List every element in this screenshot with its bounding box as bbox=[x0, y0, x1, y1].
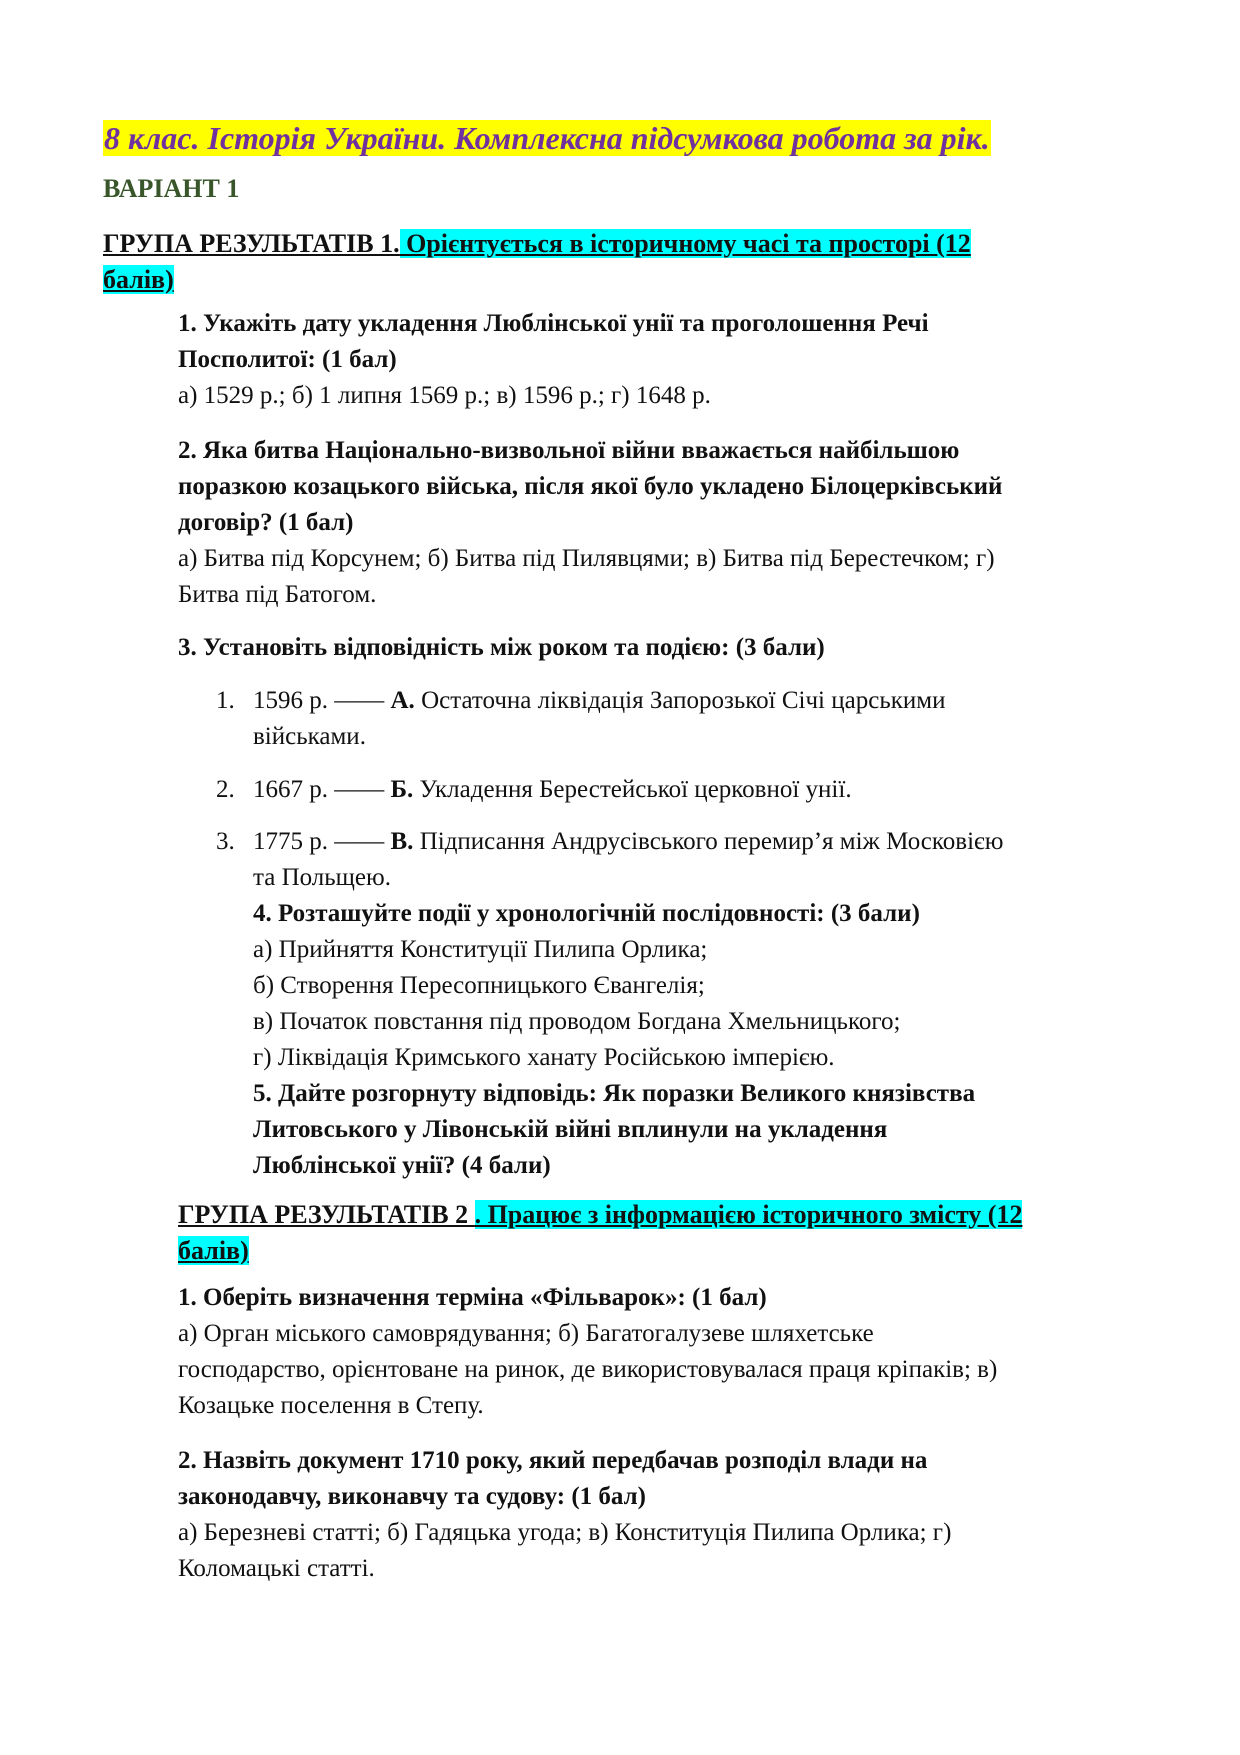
list-item: б) Створення Пересопницького Євангелія; bbox=[253, 972, 705, 999]
group1-heading bbox=[103, 226, 971, 298]
g1-question-5 bbox=[253, 1076, 975, 1184]
variant-heading: ВАРІАНТ 1 bbox=[103, 174, 240, 203]
g2q1-answers-cont: господарство, орієнтоване на ринок, де використовувалася праця кріпаків; в) bbox=[178, 1356, 998, 1383]
group2-topic: . Працює з інформацією історичного змісту (12 bbox=[474, 1200, 1023, 1229]
g2q1-text: 1. Оберіть визначення терміна «Фільварок»: (1 бал) bbox=[178, 1284, 767, 1311]
g2-question-2 bbox=[178, 1443, 951, 1587]
g1-question-1 bbox=[178, 306, 929, 414]
group2-heading bbox=[178, 1197, 1022, 1269]
g1-question-3 bbox=[178, 630, 825, 666]
g1q2-answers-cont: Битва під Батогом. bbox=[178, 581, 377, 608]
g2q1-answers: а) Орган міського самоврядування; б) Багатогалузеве шляхетське bbox=[178, 1320, 874, 1347]
g1q2-text-cont: поразкою козацького війська, після якої було укладено Білоцерківський bbox=[178, 473, 1003, 500]
match-item-2-number: 2. bbox=[216, 776, 235, 803]
g1q2-text-end: договір? (1 бал) bbox=[178, 509, 354, 536]
g1-question-4 bbox=[253, 896, 920, 1076]
g1q5-text-end: Люблінської унії? (4 бали) bbox=[253, 1152, 551, 1179]
match-item-1-number: 1. bbox=[216, 687, 235, 714]
group2-label: ГРУПА РЕЗУЛЬТАТІВ 2 bbox=[178, 1200, 475, 1229]
g1-question-2 bbox=[178, 433, 1002, 613]
list-item: г) Ліквідація Кримського ханату Російською імперією. bbox=[253, 1044, 835, 1071]
g1q1-text: 1. Укажіть дату укладення Люблінської унії та проголошення Речі bbox=[178, 310, 929, 337]
group1-topic: Орієнтується в історичному часі та просторі (12 bbox=[399, 229, 971, 258]
g1q3-text: 3. Установіть відповідність між роком та подією: (3 бали) bbox=[178, 634, 825, 661]
g1q4-text: 4. Розташуйте події у хронологічній послідовності: (3 бали) bbox=[253, 900, 920, 927]
group1-topic-cont: балів) bbox=[103, 265, 174, 294]
list-item: в) Початок повстання під проводом Богдана Хмельницького; bbox=[253, 1008, 901, 1035]
g2q1-answers-end: Козацьке поселення в Степу. bbox=[178, 1392, 484, 1419]
group2-topic-cont: балів) bbox=[178, 1236, 249, 1265]
document-title: 8 клас. Історія України. Комплексна підсумкова робота за рік. bbox=[104, 120, 990, 156]
match-item-1: 1596 р. —— А. Остаточна ліквідація Запорозької Січі царськими військами. bbox=[253, 687, 946, 750]
group1-label: ГРУПА РЕЗУЛЬТАТІВ 1. bbox=[103, 229, 400, 258]
g1q5-text-cont: Литовського у Лівонській війні вплинули на укладення bbox=[253, 1116, 888, 1143]
g2-question-1 bbox=[178, 1280, 997, 1424]
match-item-3: 1775 р. —— В. Підписання Андрусівського перемир’я між Московією та Польщею. bbox=[253, 828, 1004, 891]
g2q2-text-cont: законодавчу, виконавчу та судову: (1 бал) bbox=[178, 1483, 646, 1510]
match-item-2: 1667 р. —— Б. Укладення Берестейської церковної унії. bbox=[253, 776, 852, 803]
g1q1-answers: а) 1529 р.; б) 1 липня 1569 р.; в) 1596 р.; г) 1648 р. bbox=[178, 382, 711, 409]
g2q2-answers-cont: Коломацькі статті. bbox=[178, 1555, 375, 1582]
g1q5-text: 5. Дайте розгорнуту відповідь: Як поразки Великого князівства bbox=[253, 1080, 976, 1107]
g2q2-text: 2. Назвіть документ 1710 року, який передбачав розподіл влади на bbox=[178, 1447, 928, 1474]
list-item: а) Прийняття Конституції Пилипа Орлика; bbox=[253, 936, 708, 963]
match-item-3-number: 3. bbox=[216, 828, 235, 855]
g2q2-answers: а) Березневі статті; б) Гадяцька угода; в) Конституція Пилипа Орлика; г) bbox=[178, 1519, 952, 1546]
g1q2-text: 2. Яка битва Національно-визвольної війни вважається найбільшою bbox=[178, 437, 960, 464]
g1q1-text-cont: Посполитої: (1 бал) bbox=[178, 346, 397, 373]
g1q2-answers: а) Битва під Корсунем; б) Битва під Пилявцями; в) Битва під Берестечком; г) bbox=[178, 545, 995, 572]
